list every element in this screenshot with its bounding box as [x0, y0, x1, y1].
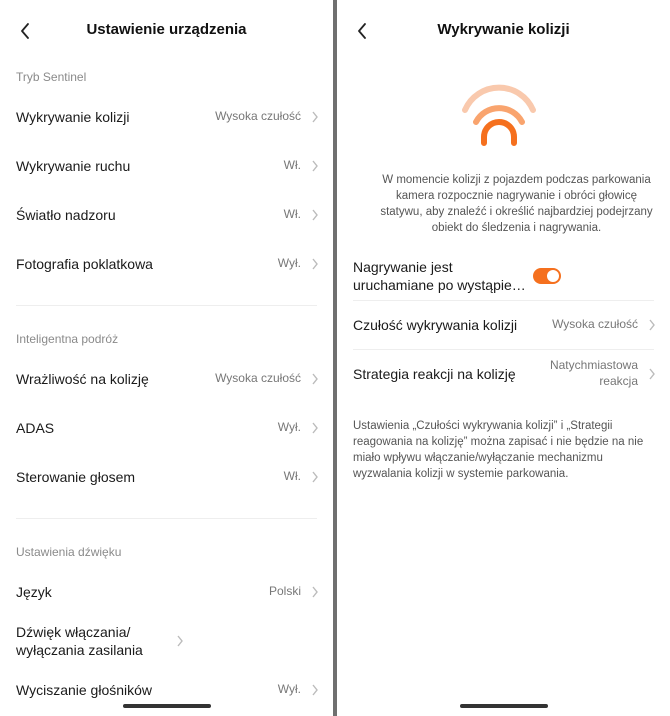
item-title: Język — [16, 583, 52, 600]
trigger-recording-toggle-row — [337, 252, 670, 300]
header — [337, 0, 670, 62]
feature-description: W momencie kolizji z pojazdem podczas parkowania kamera rozpocznie nagrywanie i obróci głowicę statywu, aby znaleźć i określić najbardziej podejrzany obiekt do śledzenia i nagrywania. — [380, 174, 653, 235]
item-title: Wykrywanie kolizji — [16, 108, 130, 125]
chevron-right-icon — [311, 110, 321, 124]
collision-signal-icon — [459, 82, 539, 148]
settings-note: Ustawienia „Czułości wykrywania kolizji” i „Strategii reagowania na kolizję” można zapisać i nie będzie na nie miało wpływu włączanie/wyłączanie mechanizmu wyzwalania kolizji w systemie parkowania. — [353, 420, 644, 481]
item-value: Wł. — [283, 469, 301, 484]
item-title: Dźwięk włączania/ wyłączania zasilania — [16, 623, 143, 658]
item-title: Nagrywanie jest uruchamiane po wystąpie… — [353, 258, 526, 293]
item-value: Wł. — [283, 207, 301, 222]
section-divider — [16, 305, 317, 306]
chevron-right-icon — [176, 634, 186, 648]
item-value: Wł. — [283, 158, 301, 173]
chevron-right-icon — [311, 208, 321, 222]
section-divider — [16, 518, 317, 519]
item-title: Wykrywanie ruchu — [16, 157, 131, 174]
section-label-sentinel: Tryb Sentinel — [16, 70, 87, 84]
settings-item-language[interactable] — [0, 568, 333, 616]
settings-item-collision-detection[interactable] — [0, 93, 333, 141]
chevron-right-icon — [311, 159, 321, 173]
header — [0, 0, 333, 62]
section-label-sound: Ustawienia dźwięku — [16, 545, 122, 559]
item-title: Wrażliwość na kolizję — [16, 370, 149, 387]
chevron-right-icon — [311, 421, 321, 435]
item-value: Natychmiastowa reakcja — [549, 358, 638, 388]
item-title: ADAS — [16, 419, 55, 436]
item-value: Wył. — [277, 682, 301, 697]
collision-detection-screen — [337, 0, 670, 716]
home-indicator[interactable] — [123, 704, 211, 708]
chevron-right-icon — [311, 257, 321, 271]
item-title: Światło nadzoru — [16, 206, 116, 223]
item-title: Strategia reakcji na kolizję — [353, 365, 516, 382]
chevron-right-icon — [311, 585, 321, 599]
settings-item-collision-detection-sensitivity[interactable] — [337, 301, 670, 349]
settings-item-collision-response-strategy[interactable] — [337, 350, 670, 398]
item-value: Wył. — [277, 256, 301, 271]
chevron-right-icon — [311, 372, 321, 386]
recording-toggle[interactable] — [533, 268, 561, 284]
item-value: Wył. — [277, 420, 301, 435]
settings-item-power-sound[interactable] — [0, 614, 333, 668]
item-value: Wysoka czułość — [552, 317, 638, 332]
page-title: Wykrywanie kolizji — [437, 21, 570, 38]
chevron-right-icon — [648, 367, 658, 381]
settings-item-voice-control[interactable] — [0, 453, 333, 501]
chevron-right-icon — [311, 470, 321, 484]
chevron-right-icon — [648, 318, 658, 332]
toggle-knob — [547, 270, 559, 282]
section-label-smart-travel: Inteligentna podróż — [16, 332, 119, 346]
chevron-right-icon — [311, 683, 321, 697]
device-settings-screen — [0, 0, 333, 716]
settings-item-motion-detection[interactable] — [0, 142, 333, 190]
item-title: Czułość wykrywania kolizji — [353, 316, 518, 333]
settings-item-surveillance-light[interactable] — [0, 191, 333, 239]
settings-item-collision-sensitivity[interactable] — [0, 355, 333, 403]
settings-item-timelapse[interactable] — [0, 240, 333, 288]
item-value: Polski — [268, 584, 301, 599]
page-title: Ustawienie urządzenia — [86, 21, 247, 38]
item-value: Wysoka czułość — [215, 371, 301, 386]
item-value: Wysoka czułość — [215, 109, 301, 124]
item-title: Wyciszanie głośników — [16, 681, 153, 698]
settings-item-adas[interactable] — [0, 404, 333, 452]
item-title: Fotografia poklatkowa — [16, 255, 153, 272]
item-title: Sterowanie głosem — [16, 468, 136, 485]
home-indicator[interactable] — [460, 704, 548, 708]
